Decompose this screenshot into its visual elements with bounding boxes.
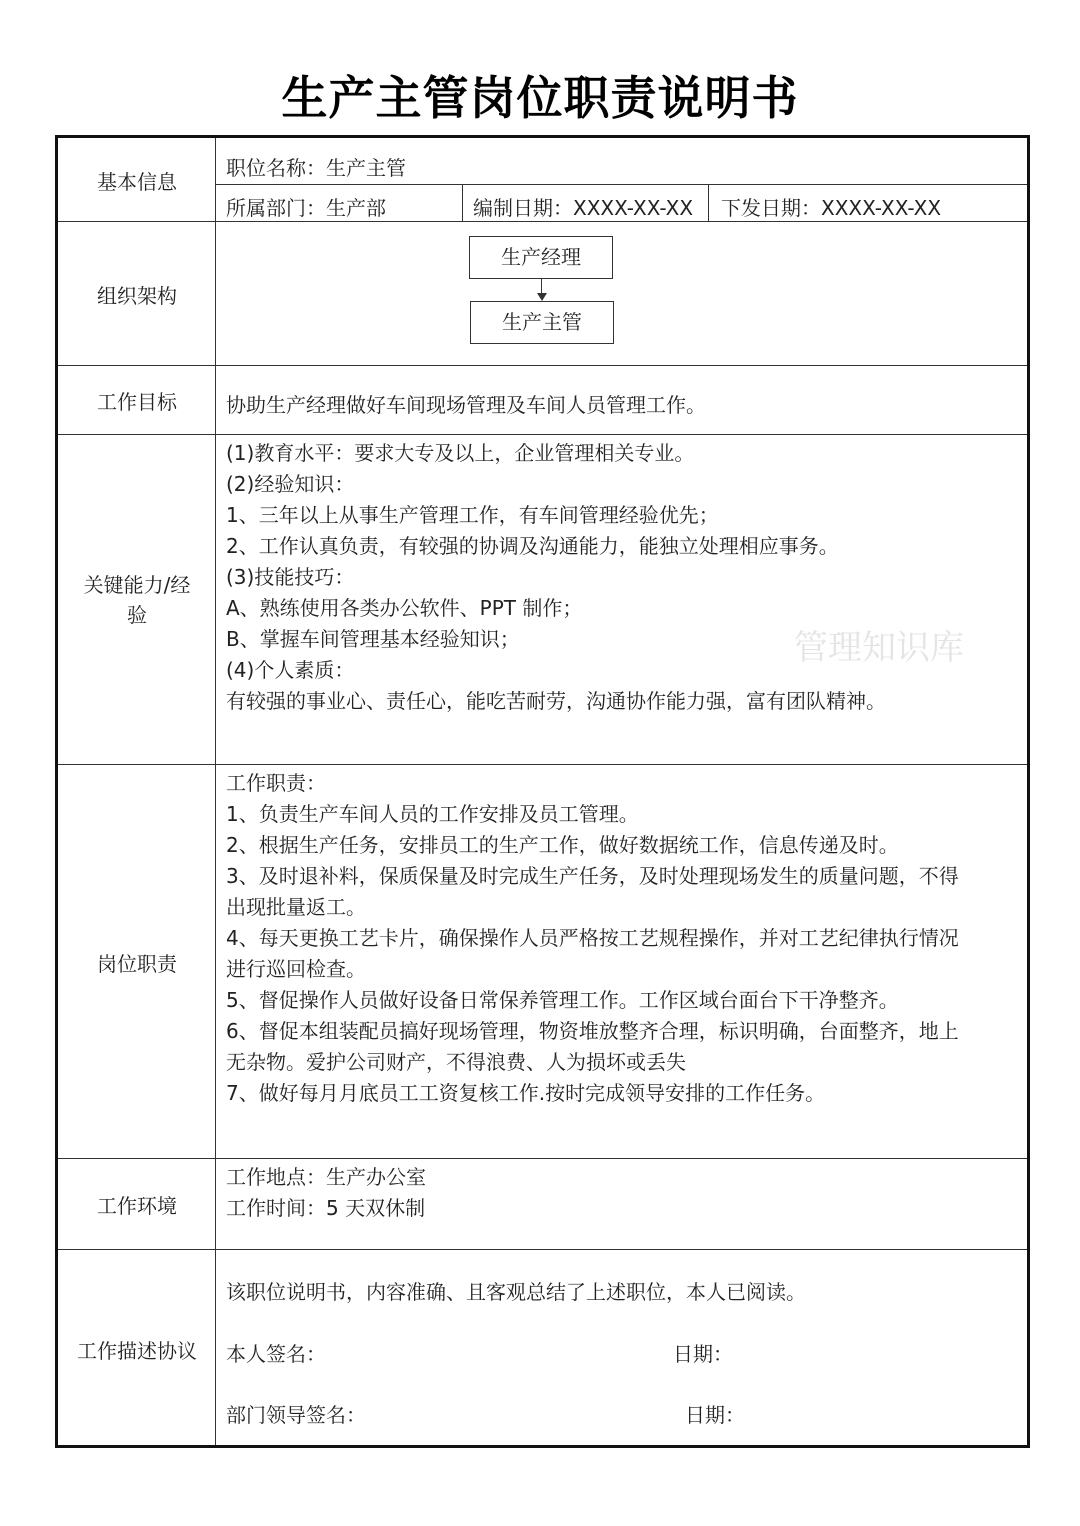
list-item: B、掌握车间管理基本经验知识；: [226, 627, 520, 651]
watermark: 管理知识库: [794, 628, 964, 668]
list-item: (4)个人素质：: [226, 658, 355, 682]
arrow-down-icon: [537, 293, 547, 301]
department: 所属部门：生产部: [226, 196, 386, 220]
list-item: 出现批量返工。: [226, 895, 366, 919]
document-title: 生产主管岗位职责说明书: [281, 71, 799, 125]
org-structure-label: 组织架构: [97, 284, 177, 308]
row-divider: [58, 221, 1027, 222]
duties-content: [226, 768, 959, 1109]
org-box-manager: 生产经理: [469, 236, 613, 279]
compile-date: 编制日期：XXXX-XX-XX: [473, 196, 694, 220]
leader-date-label: 日期：: [685, 1403, 745, 1427]
leader-signature-label: 部门领导签名：: [226, 1403, 366, 1427]
row-divider: [58, 434, 1027, 435]
work-location: 工作地点：生产办公室: [226, 1165, 426, 1189]
work-time: 工作时间：5 天双休制: [226, 1196, 426, 1220]
work-environment-label: 工作环境: [97, 1194, 177, 1218]
row-divider: [58, 365, 1027, 366]
list-item: 1、三年以上从事生产管理工作，有车间管理经验优先；: [226, 503, 719, 527]
key-ability-label-line: 关键能力/经: [83, 573, 191, 597]
work-environment-content: [226, 1162, 426, 1224]
key-ability-label: [58, 570, 216, 630]
row-divider: [58, 764, 1027, 765]
list-item: 2、根据生产任务，安排员工的生产工作，做好数据统工作，信息传递及时。: [226, 833, 899, 857]
list-item: (2)经验知识：: [226, 472, 355, 496]
list-item: 工作职责：: [226, 771, 326, 795]
list-item: (1)教育水平：要求大专及以上，企业管理相关专业。: [226, 441, 695, 465]
row-divider: [58, 1158, 1027, 1159]
issue-date: 下发日期：XXXX-XX-XX: [721, 196, 942, 220]
list-item: (3)技能技巧：: [226, 565, 355, 589]
self-signature-label: 本人签名：: [226, 1342, 326, 1366]
basic-info-inner-divider: [215, 184, 1027, 185]
org-arrow: [541, 279, 542, 294]
list-item: 4、每天更换工艺卡片，确保操作人员严格按工艺规程操作，并对工艺纪律执行情况: [226, 926, 959, 950]
key-ability-label-line: 验: [127, 603, 147, 627]
job-description-table: [55, 135, 1030, 1448]
list-item: 7、做好每月月底员工工资复核工作.按时完成领导安排的工作任务。: [226, 1081, 826, 1105]
list-item: 1、负责生产车间人员的工作安排及员工管理。: [226, 802, 639, 826]
agreement-statement: 该职位说明书，内容准确、且客观总结了上述职位，本人已阅读。: [226, 1280, 806, 1304]
list-item: 2、工作认真负责，有较强的协调及沟通能力，能独立处理相应事务。: [226, 534, 839, 558]
self-date-label: 日期：: [673, 1342, 733, 1366]
work-goal-text: 协助生产经理做好车间现场管理及车间人员管理工作。: [226, 393, 706, 417]
basic-info-cell-divider: [708, 184, 709, 221]
list-item: 无杂物。爱护公司财产，不得浪费、人为损坏或丢失: [226, 1050, 686, 1074]
list-item: 6、督促本组装配员搞好现场管理，物资堆放整齐合理，标识明确，台面整齐，地上: [226, 1019, 959, 1043]
position-name: 职位名称：生产主管: [226, 156, 406, 180]
list-item: A、熟练使用各类办公软件、PPT 制作；: [226, 596, 583, 620]
key-ability-content: [226, 438, 886, 717]
list-item: 进行巡回检查。: [226, 957, 366, 981]
agreement-label: 工作描述协议: [77, 1339, 197, 1363]
work-goal-label: 工作目标: [97, 390, 177, 414]
org-box-supervisor: 生产主管: [470, 301, 614, 344]
list-item: 5、督促操作人员做好设备日常保养管理工作。工作区域台面台下干净整齐。: [226, 988, 899, 1012]
row-divider: [58, 1249, 1027, 1250]
duties-label: 岗位职责: [97, 952, 177, 976]
list-item: 3、及时退补料，保质保量及时完成生产任务，及时处理现场发生的质量问题，不得: [226, 864, 959, 888]
list-item: 有较强的事业心、责任心，能吃苦耐劳，沟通协作能力强，富有团队精神。: [226, 689, 886, 713]
basic-info-cell-divider: [462, 184, 463, 221]
basic-info-label: 基本信息: [97, 170, 177, 194]
